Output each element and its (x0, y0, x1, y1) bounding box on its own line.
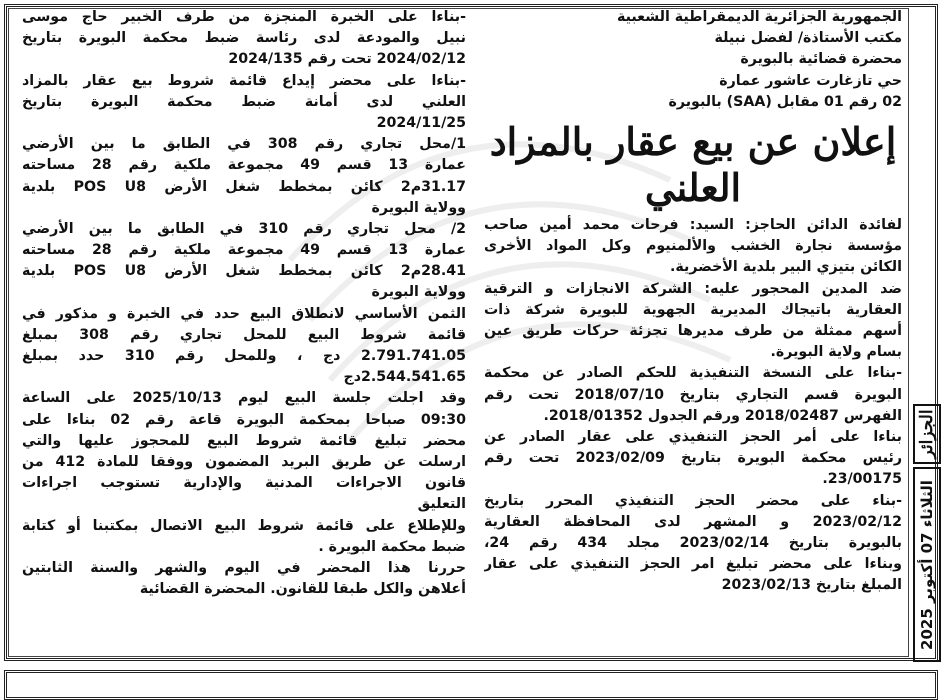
text-line: ضد المدين المحجور عليه: الشركة الانجازات و الترقية (484, 280, 902, 297)
text-line: -بناءا على الخبرة المنجزة من طرف الخبير حاج موسى (22, 9, 466, 25)
text-line: التعليق (417, 496, 466, 513)
paragraph (484, 427, 902, 491)
text-line: 09:30 صباحا بمحكمة البويرة قاعة رقم 02 بناءا على (22, 411, 466, 428)
paragraph (22, 516, 466, 558)
text-line: أسهم ممثلة من طرف مديرها تجزئة حركات طريق عين (484, 322, 902, 339)
text-line: 2024/11/25 (376, 114, 466, 131)
text-line: المبلغ بتاريخ 2023/02/13 (721, 577, 902, 594)
paragraph (22, 71, 466, 135)
text-line: قانون الاجراءات المدنية والإدارية تستوجب اجراءات (22, 475, 466, 492)
right-column (484, 7, 902, 596)
text-line: 1/محل تجاري رقم 308 في الطابق ما بين الأرضي (22, 136, 466, 153)
text-line: البويرة قسم التجاري بتاريخ 2018/07/10 تحت رقم (484, 386, 902, 403)
paragraph (22, 219, 466, 304)
text-line: مؤسسة نجارة الخشب والألمنيوم وكل المواد الأخرى (484, 238, 902, 255)
text-line: وولاية البويرة (371, 199, 466, 216)
text-line: وللإطلاع على قائمة شروط البيع الاتصال بمكتبنا أو كتابة (22, 517, 466, 534)
left-column (22, 7, 466, 600)
text-line: 2/ محل تجاري رقم 310 في الطابق ما بين الأرضي (22, 220, 466, 237)
paragraph (22, 388, 466, 515)
text-line: محضر تبليغ قائمة شروط البيع للمحجوز عليها والتي (22, 432, 466, 449)
issue-date: الثلاثاء 07 أكتوبر 2025 (918, 479, 936, 650)
notice-title (484, 119, 902, 211)
text-line: 2.791.741.05 دج ، وللمحل رقم 310 حدد بمبلغ (22, 348, 466, 365)
paragraph (484, 363, 902, 427)
title-line: إعلان عن بيع عقار بالمزاد (489, 119, 897, 165)
text-line: وولاية البويرة (371, 284, 466, 301)
right-body (484, 215, 902, 596)
paragraph (484, 215, 902, 279)
paragraph (22, 134, 466, 219)
paragraph (22, 304, 466, 389)
paragraph (22, 7, 466, 71)
text-line: الفهرس 2018/02487 ورقم الجدول 2018/01352. (543, 407, 902, 424)
text-line: عمارة 13 قسم 49 مجموعة ملكية رقم 28 مساحته (22, 242, 466, 259)
text-line: 28.41م2 كائن بمخطط شغل الأرض POS U8 بلدية (22, 263, 466, 280)
issue-date-box (913, 467, 941, 662)
office-header (484, 7, 902, 113)
text-line: الثمن الأساسي لانطلاق البيع حدد في الخبرة و مذكور في (22, 305, 466, 322)
text-line: بالبويرة بتاريخ 2023/02/14 مجلد 434 رقم 24، (484, 534, 902, 551)
paragraph (22, 558, 466, 600)
text-line: بسام ولاية البويرة. (770, 344, 902, 361)
text-line: 02 رقم 01 مقابل (SAA) بالبويرة (668, 93, 902, 110)
text-line: الجمهورية الجزائرية الديمقراطية الشعبية (617, 9, 902, 25)
left-body (22, 7, 466, 600)
text-line: العلني لدى أمانة ضبط محكمة البويرة بتاريخ (22, 93, 466, 110)
text-line: لفائدة الدائن الحاجز: السيد: فرحات محمد أمين صاحب (484, 217, 902, 234)
text-line: 23/00175. (822, 471, 902, 488)
text-line: -بناء على محضر الحجز التنفيذي المحرر بتاريخ (484, 492, 902, 509)
text-line: 31.17م2 كائن بمخطط شغل الأرض POS U8 بلدية (22, 178, 466, 195)
text-line: العقارية باتيجاك المديرية الجهوية للبويرة شركة ذات (484, 301, 902, 318)
text-line: 2024/02/12 تحت رقم 2024/135 (228, 51, 466, 68)
text-line: -بناءا على النسخة التنفيذية للحكم الصادر عن محكمة (484, 365, 902, 382)
next-notice-frame (4, 670, 938, 700)
text-line: قائمة شروط البيع للمحل تجاري رقم 308 بمبلغ (22, 326, 466, 343)
text-line: محضرة قضائية بالبويرة (740, 51, 902, 68)
text-line: رئيس محكمة البويرة بتاريخ 2023/02/09 تحت رقم (484, 450, 902, 467)
text-line: وقد اجلت جلسة البيع ليوم 2025/10/13 على الساعة (22, 390, 466, 407)
text-line: -بناءا على محضر إيداع قائمة شروط بيع عقار بالمزاد (22, 72, 466, 89)
text-line: ضبط محكمة البويرة . (318, 538, 466, 555)
text-line: نبيل والمودعة لدى رئاسة ضبط محكمة البويرة بتاريخ (22, 30, 466, 47)
text-line: حررنا هذا المحضر في اليوم والشهر والسنة الثابتين (22, 559, 466, 576)
text-line: ارسلت عن طريق البريد المضمون ووفقا للمادة 412 من (22, 454, 466, 471)
paragraph (484, 279, 902, 364)
text-line: أعلاهن والكل طبقا للقانون. المحضرة القضائية (139, 581, 466, 598)
paragraph (484, 491, 902, 597)
side-strip (913, 404, 941, 662)
text-line: حي تازغارت عاشور عمارة (719, 72, 902, 89)
text-line: مكتب الأستاذة/ لفضل نبيلة (714, 30, 902, 47)
title-line: العلني (644, 165, 742, 211)
newspaper-name: الجزائر (917, 409, 937, 459)
text-line: عمارة 13 قسم 49 مجموعة ملكية رقم 28 مساحته (22, 157, 466, 174)
text-line: الكائن بتيزي البير بلدية الأخضرية. (670, 259, 902, 276)
text-line: 2.544.541.65دج (343, 369, 466, 386)
text-line: بناءا على أمر الحجز التنفيذي على عقار الصادر عن (484, 428, 902, 445)
text-line: وبناءا على محضر تبليغ امر الحجز التنفيذي على عقار (484, 556, 902, 573)
newspaper-name-box (913, 404, 941, 464)
text-line: 2023/02/12 و المشهر لدى المحافظة العقارية (484, 513, 902, 530)
